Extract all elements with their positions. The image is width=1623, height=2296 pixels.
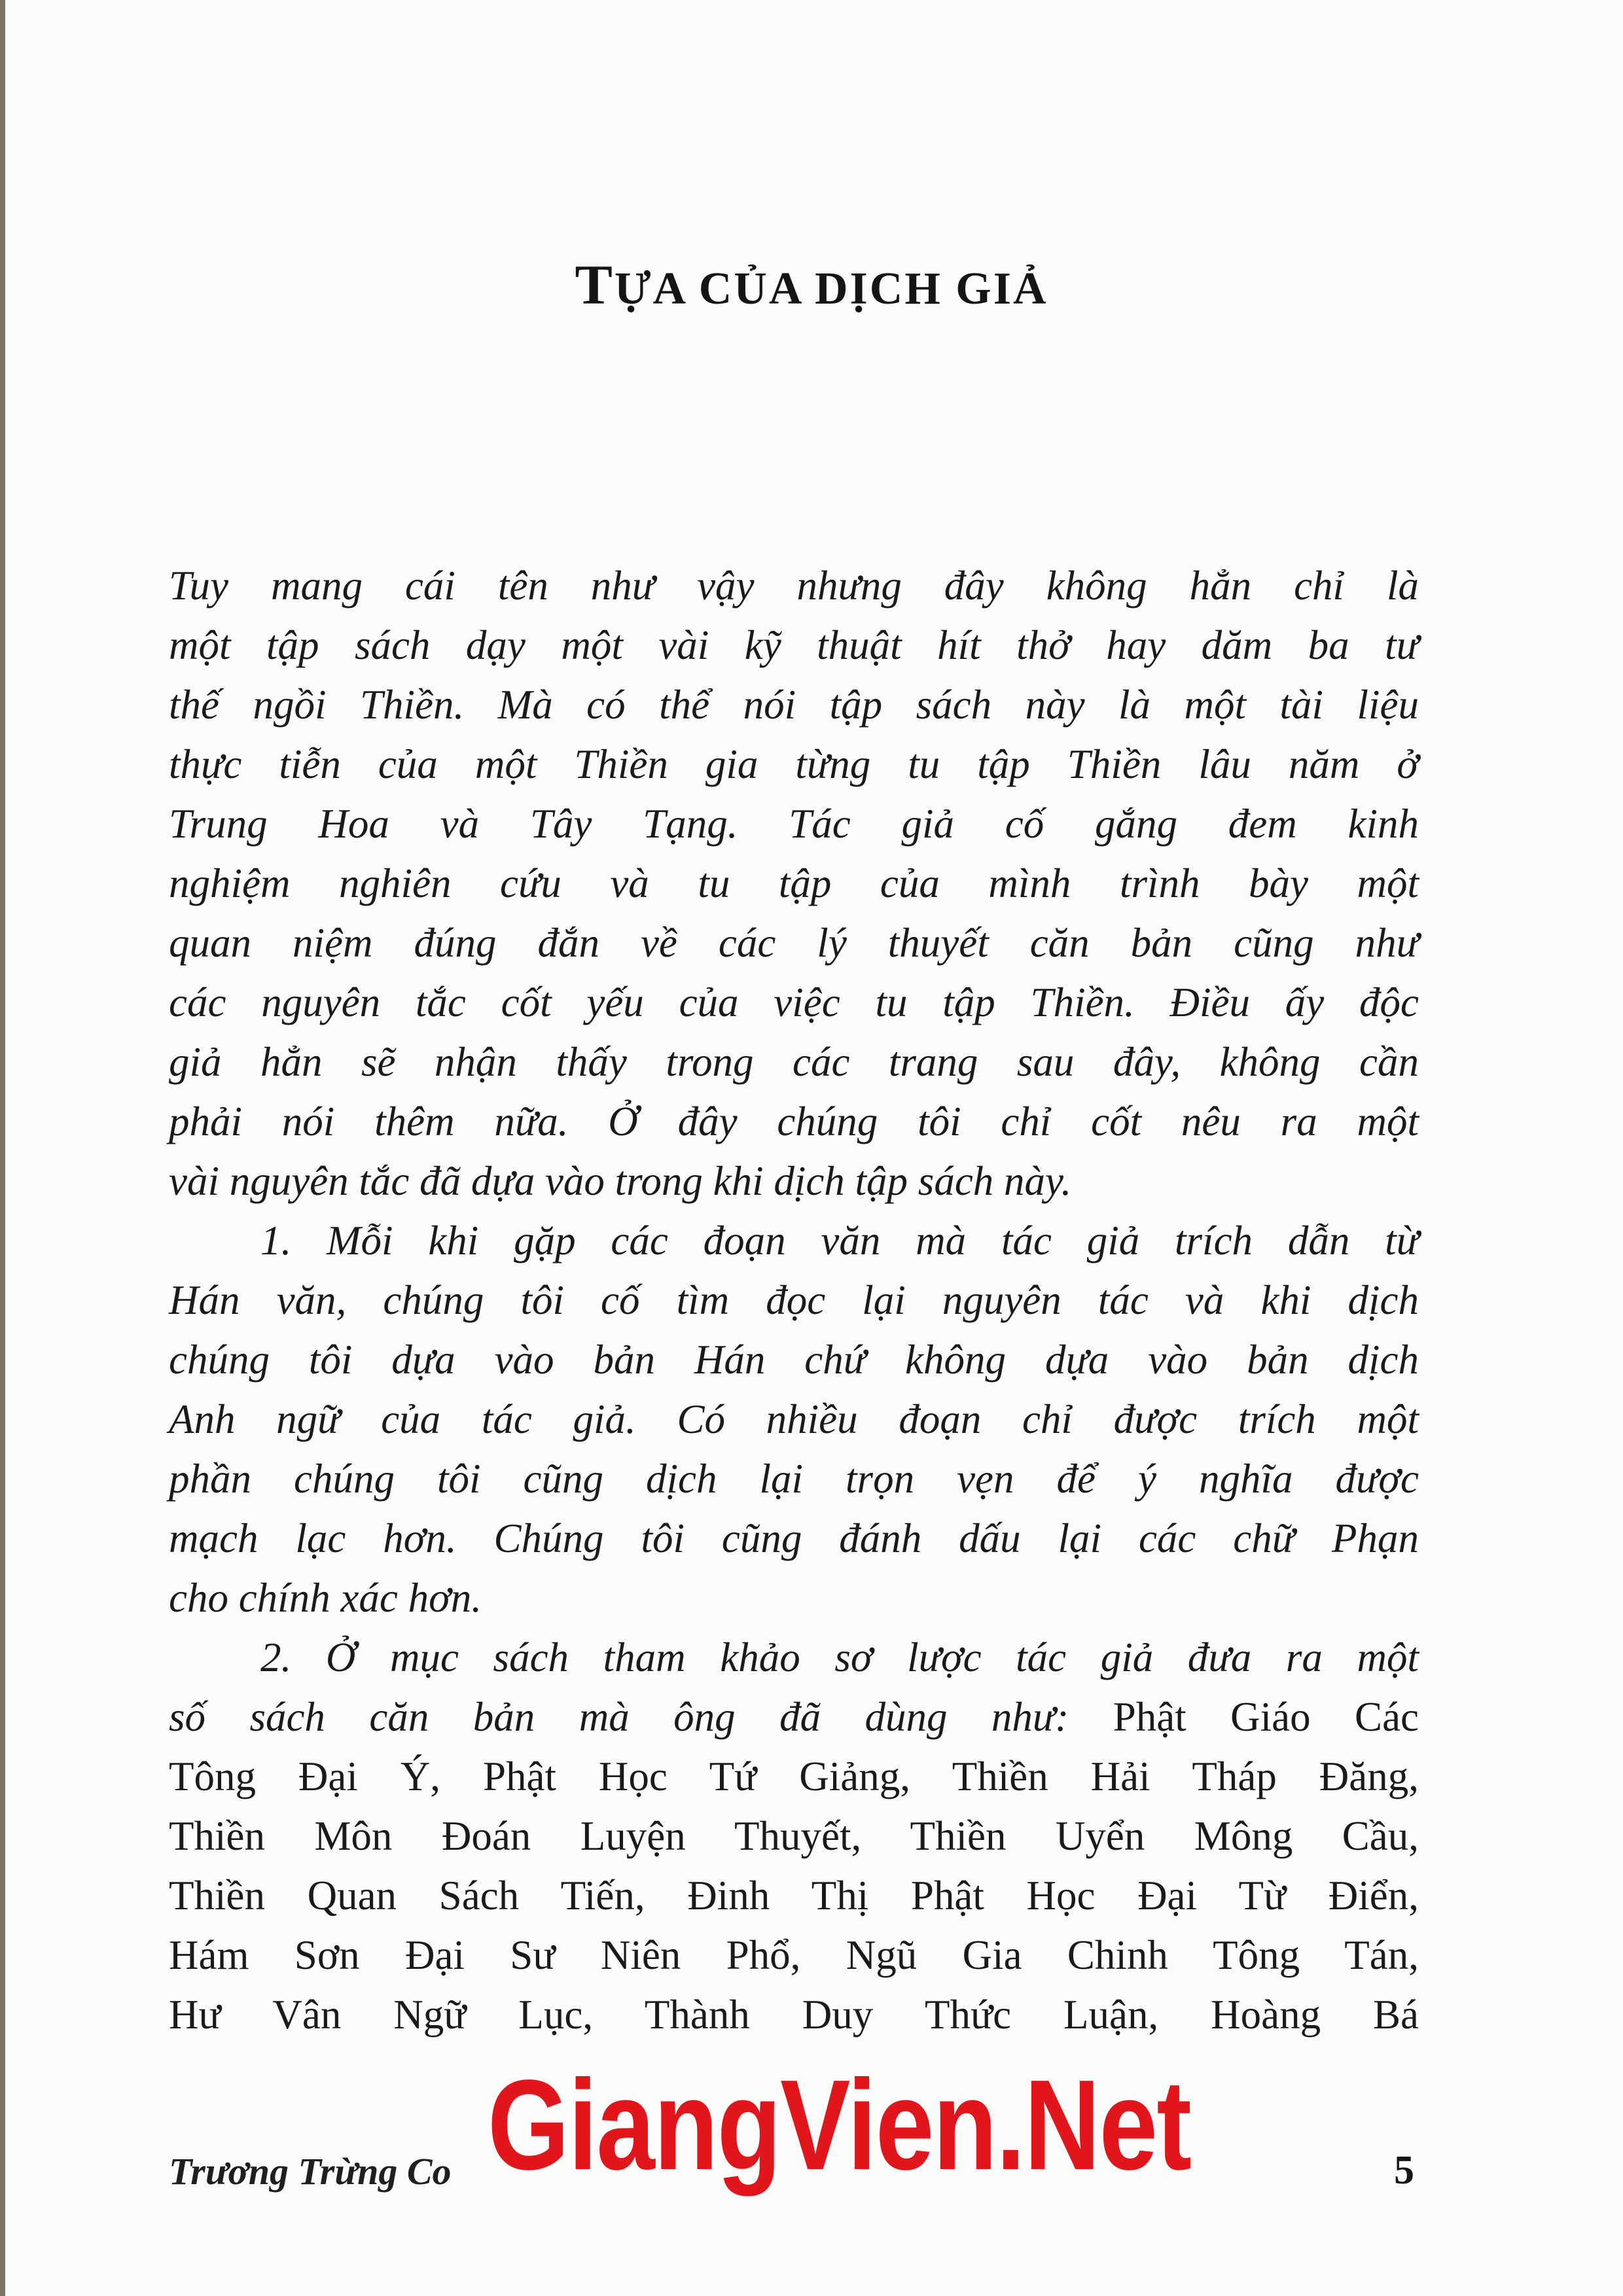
page-binding-edge <box>0 0 5 2296</box>
text-line-9: giả hẳn sẽ nhận thấy trong các trang sau đây, không cần <box>169 1039 1419 1085</box>
text-line-4: thực tiễn của một Thiền gia từng tu tập Thiền lâu năm ở <box>169 741 1419 787</box>
text-line-10: phải nói thêm nữa. Ở đây chúng tôi chỉ cốt nêu ra một <box>169 1099 1419 1144</box>
text-line-15: Anh ngữ của tác giả. Có nhiều đoạn chỉ được trích một <box>169 1396 1419 1442</box>
text-line-1: Tuy mang cái tên như vậy nhưng đây không hẳn chỉ là <box>169 563 1419 609</box>
page-number: 5 <box>1394 2148 1414 2193</box>
text-line-16: phần chúng tôi cũng dịch lại trọn vẹn để ý nghĩa được <box>169 1456 1419 1502</box>
text-line-23: Thiền Quan Sách Tiến, Đinh Thị Phật Học Đại Từ Điển, <box>169 1873 1419 1918</box>
text-line-18: cho chính xác hơn. <box>169 1575 482 1621</box>
text-line-19: 2. Ở mục sách tham khảo sơ lược tác giả đưa ra một <box>260 1634 1419 1680</box>
text-line-14: chúng tôi dựa vào bản Hán chứ không dựa vào bản dịch <box>169 1337 1419 1383</box>
text-line-25: Hư Vân Ngữ Lục, Thành Duy Thức Luận, Hoàng Bá <box>169 1992 1419 2038</box>
text-line-20 <box>169 1687 1419 1747</box>
text-line-20-italic: số sách căn bản mà ông đã dùng như: <box>169 1694 1069 1740</box>
text-line-24: Hám Sơn Đại Sư Niên Phổ, Ngũ Gia Chinh Tông Tán, <box>169 1932 1419 1978</box>
text-line-8: các nguyên tắc cốt yếu của việc tu tập Thiền. Điều ấy độc <box>169 980 1419 1025</box>
footer-author: Trương Trừng Co <box>169 2150 452 2193</box>
text-line-3: thế ngồi Thiền. Mà có thể nói tập sách này là một tài liệu <box>169 682 1419 728</box>
watermark: GiangVien.Net <box>488 2053 1191 2197</box>
text-line-7: quan niệm đúng đắn về các lý thuyết căn bản cũng như <box>169 920 1419 966</box>
text-line-13: Hán văn, chúng tôi cố tìm đọc lại nguyên tác và khi dịch <box>169 1277 1419 1323</box>
text-line-21: Tông Đại Ý, Phật Học Tứ Giảng, Thiền Hải Tháp Đăng, <box>169 1754 1419 1799</box>
text-line-17: mạch lạc hơn. Chúng tôi cũng đánh dấu lại các chữ Phạn <box>169 1515 1419 1561</box>
text-line-12: 1. Mỗi khi gặp các đoạn văn mà tác giả trích dẫn từ <box>260 1218 1419 1263</box>
text-line-6: nghiệm nghiên cứu và tu tập của mình trình bày một <box>169 860 1419 906</box>
page-title <box>0 252 1623 317</box>
preface-body <box>169 556 1419 2045</box>
text-line-2: một tập sách dạy một vài kỹ thuật hít thở hay dăm ba tư <box>169 622 1419 668</box>
title-first-letter: T <box>575 253 615 316</box>
text-line-20-roman: Phật Giáo Các <box>1113 1694 1419 1740</box>
text-line-22: Thiền Môn Đoán Luyện Thuyết, Thiền Uyển Mông Cầu, <box>169 1813 1419 1859</box>
text-line-5: Trung Hoa và Tây Tạng. Tác giả cố gắng đem kinh <box>169 801 1419 847</box>
text-line-11: vài nguyên tắc đã dựa vào trong khi dịch tập sách này. <box>169 1158 1072 1204</box>
title-rest: ỰA CỦA DỊCH GIẢ <box>614 264 1048 314</box>
